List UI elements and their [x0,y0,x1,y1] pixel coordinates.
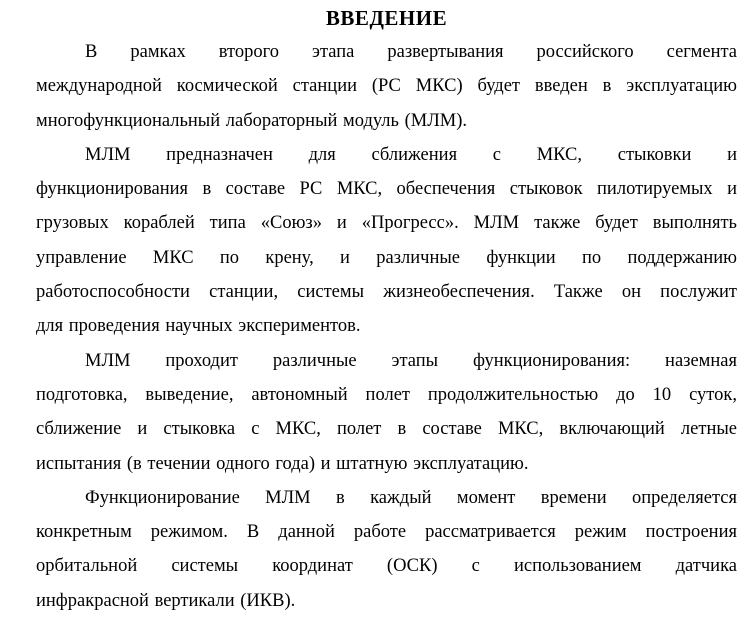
paragraph [36,35,737,138]
text-line: инфракрасной вертикали (ИКВ). [36,590,296,611]
text-line: работоспособности станции, системы жизнеобеспечения. Также он послужит [36,282,737,303]
text-line: для проведения научных экспериментов. [36,316,361,337]
text-line: международной космической станции (РС МКС) будет введен в эксплуатацию [36,76,737,97]
text-line: управление МКС по крену, и различные функции по поддержанию [36,247,737,268]
text-line: подготовка, выведение, автономный полет продолжительностью до 10 суток, [36,384,737,405]
text-line: многофункциональный лабораторный модуль (МЛМ). [36,110,467,131]
text-line: испытания (в течении одного года) и штатную эксплуатацию. [36,453,529,474]
text-line: МЛМ предназначен для сближения с МКС, стыковки и [85,144,737,165]
document-body [36,35,737,618]
text-line: функционирования в составе РС МКС, обеспечения стыковок пилотируемых и [36,179,737,200]
paragraph [36,138,737,344]
page-title: ВВЕДЕНИЕ [325,6,448,30]
text-line: грузовых кораблей типа «Союз» и «Прогресс». МЛМ также будет выполнять [36,213,737,234]
text-line: В рамках второго этапа развертывания российского сегмента [85,42,737,62]
text-line: сближение и стыковка с МКС, полет в составе МКС, включающий летные [36,419,737,440]
text-line: конкретным режимом. В данной работе рассматривается режим построения [36,522,737,543]
paragraph [36,344,737,481]
text-line: МЛМ проходит различные этапы функционирования: наземная [85,350,737,371]
text-line: орбитальной системы координат (ОСК) с использованием датчика [36,556,737,577]
text-line: Функционирование МЛМ в каждый момент времени определяется [85,487,737,508]
paragraph [36,481,737,618]
